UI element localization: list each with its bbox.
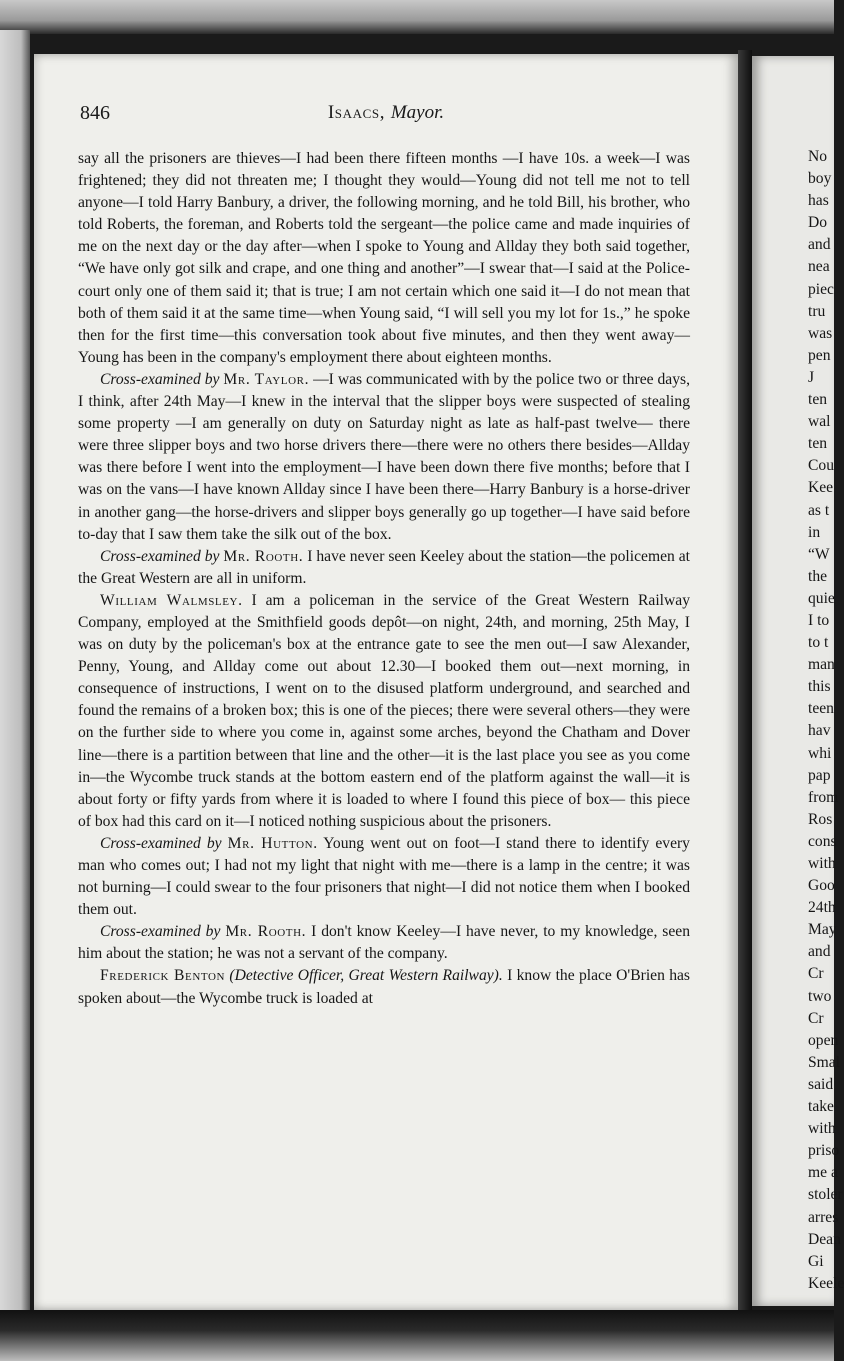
facing-page-line: stoler xyxy=(808,1186,843,1204)
paragraph-6 xyxy=(78,921,690,965)
facing-page-line: arres xyxy=(808,1208,839,1226)
facing-page-line: to t xyxy=(808,634,829,652)
book-page xyxy=(34,54,738,1310)
facing-page-line: Cou xyxy=(808,457,834,475)
facing-page-line: two xyxy=(808,987,832,1005)
facing-page-line: take xyxy=(808,1098,834,1116)
paragraph-text: I don't know Keeley—I have never, to my knowledge, seen him about the station; he was not a servant of the company. xyxy=(78,923,690,963)
facing-page-line: J xyxy=(808,368,815,386)
facing-page-line: ten xyxy=(808,391,828,409)
facing-page-line: nea xyxy=(808,258,830,276)
counsel-name: Mr. Rooth. xyxy=(223,547,304,565)
facing-page-line: as t xyxy=(808,501,830,519)
cross-examined-label: Cross-examined by xyxy=(100,370,220,388)
witness-name: Frederick Benton xyxy=(100,967,226,985)
facing-page-line: priso xyxy=(808,1142,840,1160)
paragraph-text: Young went out on foot—I stand there to identify every man who comes out; I had not my light that night with me—there is a lamp in the centre; it was not burning—I could swear to the four prisoners that night—I did not notice them when I booked them out. xyxy=(78,834,690,919)
paragraph-text: I am a policeman in the service of the Great Western Railway Company, employed at the Smithfield goods depôt—on night, 24th, and morning, 25th May, I was on duty by the policeman's box at the entrance gate to see the men out—I saw Alexander, Penny, Young, and Allday come out about 12.30—I booked them out—next morning, in consequence of instructions, I went on to the disused platform underground, and searched and found the remains of a broken box; this is one of the pieces; there were several others—they were on the further side to where you come in, against some arches, beyond the Chatham and Dover line—there is a partition between that line and the other—it is the last place you see as you come in—the Wycombe truck stands at the bottom eastern end of the platform against the wall—it is about forty or fifty yards from where it is loaded to where I found this piece of box— this piece of box had this card on it—I noticed nothing suspicious about the prisoners. xyxy=(78,591,690,830)
facing-page-line: Keele xyxy=(808,1274,844,1292)
facing-page-line: Dean xyxy=(808,1230,841,1248)
witness-role: (Detective Officer, Great Western Railway). xyxy=(229,967,503,985)
facing-page-line: was xyxy=(808,324,833,342)
cross-examined-label: Cross-examined by xyxy=(100,923,221,941)
witness-name: William Walmsley. xyxy=(100,591,243,609)
running-head xyxy=(80,102,692,124)
running-head-name: Isaacs, xyxy=(327,102,386,123)
paragraph-7 xyxy=(78,965,690,1009)
facing-page-line: pen xyxy=(808,346,831,364)
paragraph-4 xyxy=(78,590,690,833)
facing-page-line: wal xyxy=(808,413,831,431)
facing-page-line: Gi xyxy=(808,1252,824,1270)
facing-page-line: I to xyxy=(808,611,830,629)
book-gutter xyxy=(738,50,752,1310)
facing-page-line: and xyxy=(808,236,831,254)
facing-page-line: quie xyxy=(808,589,835,607)
facing-page-line: 24th xyxy=(808,899,836,917)
facing-page-line: has xyxy=(808,192,829,210)
paragraph-2 xyxy=(78,369,690,546)
facing-page-line: me a xyxy=(808,1164,838,1182)
facing-page-line: with xyxy=(808,855,836,872)
facing-page-edge xyxy=(752,56,844,1306)
facing-page-line: man xyxy=(808,656,835,674)
facing-page-line: “W xyxy=(808,545,830,563)
facing-page-line: piec xyxy=(808,280,834,298)
scan-top-edge xyxy=(0,0,834,34)
facing-page-line: Goo xyxy=(808,877,835,895)
facing-page-line: May xyxy=(808,921,837,939)
facing-page-line: Do xyxy=(808,214,828,232)
facing-page-line: pap xyxy=(808,766,831,784)
paragraph-5 xyxy=(78,833,690,921)
facing-page-line: said xyxy=(808,1075,834,1093)
paragraph-3 xyxy=(78,546,690,590)
cross-examined-label: Cross-examined by xyxy=(100,547,220,565)
facing-page-line: Ros xyxy=(808,810,833,828)
counsel-name: Mr. Hutton. xyxy=(227,834,318,852)
facing-page-line: Cr xyxy=(808,965,824,983)
facing-page-line: with xyxy=(808,1120,836,1138)
facing-page-line: Smal xyxy=(808,1053,841,1071)
facing-page-line: No xyxy=(808,148,828,165)
facing-page-line: Cr xyxy=(808,1009,824,1027)
cross-examined-label: Cross-examined by xyxy=(100,834,222,852)
page-header xyxy=(80,102,692,132)
facing-page-line: in xyxy=(808,523,821,541)
scan-bottom-edge xyxy=(0,1310,834,1361)
facing-page-line: from xyxy=(808,788,839,806)
facing-page-line: hav xyxy=(808,722,831,740)
paragraph-text: I know the place O'Brien has spoken about—the Wycombe truck is loaded at xyxy=(78,967,690,1007)
facing-page-line: Kee xyxy=(808,479,834,497)
counsel-name: Mr. Rooth. xyxy=(225,923,307,941)
counsel-name: Mr. Taylor. xyxy=(223,370,310,388)
paragraph-1: say all the prisoners are thieves—I had been there fifteen months —I have 10s. a week—I was frightened; they did not threaten me; I thought they would—Young did not tell me not to tell anyone—I told Harry Banbury, a driver, the following morning, and he told Bill, his brother, who told Roberts, the foreman, and Roberts told the sergeant—the police came and made inquiries of me on the next day or the day after—when I spoke to Young and Allday they both said together, “We have only got silk and crape, and one thing and another”—I swear that—I said at the Police-court only one of them said it; that is true; I am not certain which one said it—I do not mean that both of them said it at the same time—when Young said, “I will sell you my lot for 1s.,” he spoke then for the first time—this conversation took about five minutes, and then they went away—Young has been in the company's employment there about eighteen months. xyxy=(78,150,690,366)
facing-page-line: cons xyxy=(808,832,837,850)
running-head-office: Mayor. xyxy=(390,102,445,123)
facing-page-fragments xyxy=(752,56,844,1295)
facing-page-line: teen xyxy=(808,700,834,718)
facing-page-line: and xyxy=(808,943,831,961)
facing-page-line: this xyxy=(808,678,831,696)
body-text xyxy=(78,148,690,1010)
scan-left-edge xyxy=(0,30,30,1361)
facing-page-line: open xyxy=(808,1031,839,1049)
paragraph-text: —I was communicated with by the police two or three days, I think, after 24th May—I knew in the interval that the slipper boys were suspected of stealing some property —I am generally on duty on Saturday night as late as half-past twelve— there were three slipper boys and two horse drivers there—there were no others there besides—Allday was there before I went into the employment—I have been down there five months; before that I was on the vans—I have known Allday since I have been there—Harry Banbury is a horse-driver in another gang—the horse-drivers and slipper boys generally go up together—I have said before to-day that I saw them take the silk out of the box. xyxy=(78,370,690,543)
facing-page-line: tru xyxy=(808,302,826,320)
facing-page-line: the xyxy=(808,567,828,585)
paragraph-text: I have never seen Keeley about the station—the policemen at the Great Western are all in uniform. xyxy=(78,547,690,587)
facing-page-line: boy xyxy=(808,170,832,188)
page-number: 846 xyxy=(80,102,110,124)
facing-page-line: ten xyxy=(808,435,828,453)
facing-page-line: whi xyxy=(808,744,832,762)
